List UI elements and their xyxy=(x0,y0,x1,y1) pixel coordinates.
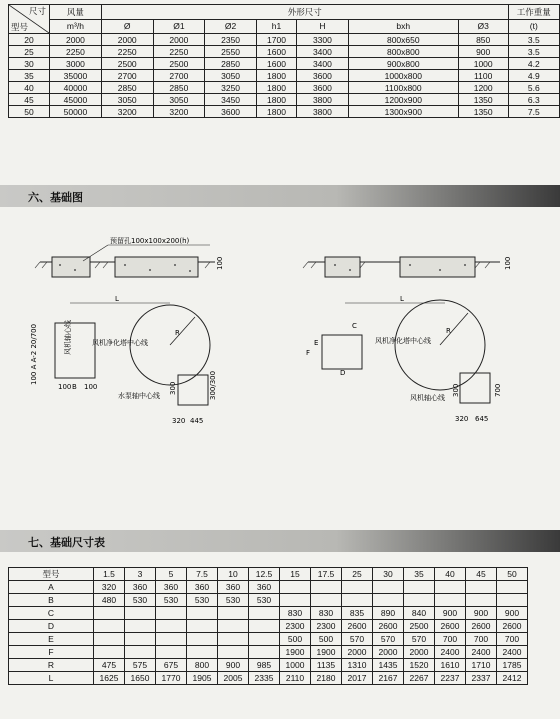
base-cell: 360 xyxy=(156,581,187,594)
base-cell: 890 xyxy=(373,607,404,620)
base-cell: 840 xyxy=(404,607,435,620)
base-cell: 1900 xyxy=(311,646,342,659)
base-cell: 500 xyxy=(280,633,311,646)
spec-cell: 1350 xyxy=(458,94,508,106)
base-cell: 530 xyxy=(156,594,187,607)
base-row xyxy=(9,659,528,672)
spec-row xyxy=(9,70,560,82)
base-cell xyxy=(404,581,435,594)
base-cell: 500 xyxy=(311,633,342,646)
spec-cell: 850 xyxy=(458,34,508,46)
base-row-name: F xyxy=(9,646,94,659)
base-cell: 900 xyxy=(435,607,466,620)
base-model-col: 15 xyxy=(280,568,311,581)
fan-axis-label: 风机轴心线 xyxy=(410,394,445,402)
base-cell: 2267 xyxy=(404,672,435,685)
airflow-label: 风量 xyxy=(50,5,102,20)
base-model-col: 35 xyxy=(404,568,435,581)
label-F: F xyxy=(306,349,311,357)
base-cell xyxy=(249,646,280,659)
base-cell: 800 xyxy=(187,659,218,672)
spec-cell: 2550 xyxy=(205,46,257,58)
base-model-col: 45 xyxy=(466,568,497,581)
base-cell: 2000 xyxy=(342,646,373,659)
spec-cell: 3200 xyxy=(101,106,153,118)
spec-cell: 1000x800 xyxy=(348,70,458,82)
base-cell xyxy=(280,581,311,594)
base-cell: 2600 xyxy=(435,620,466,633)
fan-axis-vertical-label: 风机轴心线 xyxy=(64,320,72,355)
label-C: C xyxy=(352,322,357,330)
base-cell xyxy=(187,646,218,659)
spec-row xyxy=(9,58,560,70)
base-cell xyxy=(342,581,373,594)
base-cell xyxy=(497,581,528,594)
label-E: E xyxy=(314,339,319,347)
spec-cell: 2000 xyxy=(101,34,153,46)
spec-cell: 25 xyxy=(9,46,50,58)
spec-cell: 3800 xyxy=(297,106,349,118)
spec-cell: 3200 xyxy=(153,106,205,118)
base-model-col: 5 xyxy=(156,568,187,581)
foundation-block-large xyxy=(115,257,198,277)
base-cell: 530 xyxy=(187,594,218,607)
base-cell: 1435 xyxy=(373,659,404,672)
section-bar xyxy=(0,185,560,207)
base-row xyxy=(9,581,528,594)
base-cell: 2400 xyxy=(497,646,528,659)
section-title-foundation-drawing: 六、基础图 xyxy=(28,191,83,204)
radius-line-right xyxy=(440,313,468,345)
spec-cell: 2250 xyxy=(50,46,102,58)
spec-cell: 35 xyxy=(9,70,50,82)
size-label: 尺寸 xyxy=(28,6,46,16)
spec-cell: 2700 xyxy=(153,70,205,82)
base-model-col: 1.5 xyxy=(94,568,125,581)
base-cell: 2017 xyxy=(342,672,373,685)
base-cell xyxy=(497,594,528,607)
base-cell xyxy=(404,594,435,607)
base-cell: 2600 xyxy=(497,620,528,633)
base-cell: 1650 xyxy=(125,672,156,685)
base-cell xyxy=(373,594,404,607)
spec-cell: 3400 xyxy=(297,46,349,58)
spec-cell: 2500 xyxy=(101,58,153,70)
spec-cell: 3400 xyxy=(297,58,349,70)
spec-cell: 2350 xyxy=(205,34,257,46)
pump-base-left xyxy=(178,375,208,405)
base-model-col: 7.5 xyxy=(187,568,218,581)
base-cell: 2237 xyxy=(435,672,466,685)
section-title-base-dims: 七、基础尺寸表 xyxy=(28,536,105,549)
spec-cell: 900 xyxy=(458,46,508,58)
spec-cell: 6.3 xyxy=(508,94,559,106)
base-cell xyxy=(249,607,280,620)
spec-cell: 3.5 xyxy=(508,34,559,46)
base-row-name: R xyxy=(9,659,94,672)
base-dimensions-table xyxy=(8,567,528,685)
spec-cell: 3050 xyxy=(101,94,153,106)
spec-cell: 3600 xyxy=(297,70,349,82)
label-R-right: R xyxy=(446,327,451,335)
base-row-name: L xyxy=(9,672,94,685)
base-cell xyxy=(249,620,280,633)
label-L-right: L xyxy=(400,295,404,303)
base-cell xyxy=(94,620,125,633)
base-cell xyxy=(94,607,125,620)
spec-cell: 1800 xyxy=(256,94,296,106)
size-model-header-cell xyxy=(9,5,50,34)
dim-100-left: 100 xyxy=(216,256,224,270)
base-cell xyxy=(466,581,497,594)
spec-cell: 2700 xyxy=(101,70,153,82)
spec-cell: 3.5 xyxy=(508,46,559,58)
base-cell xyxy=(249,633,280,646)
base-cell: 2600 xyxy=(342,620,373,633)
left-dim-bottom: 100 xyxy=(84,383,98,391)
base-cell: 1905 xyxy=(187,672,218,685)
base-cell: 1625 xyxy=(94,672,125,685)
dims-col: H xyxy=(297,19,349,34)
base-cell: 700 xyxy=(497,633,528,646)
spec-cell: 1100 xyxy=(458,70,508,82)
dims-col: Ø3 xyxy=(458,19,508,34)
dim-445-left: 445 xyxy=(190,417,204,425)
base-cell: 1900 xyxy=(280,646,311,659)
spec-cell: 40000 xyxy=(50,82,102,94)
base-row xyxy=(9,672,528,685)
base-cell: 985 xyxy=(249,659,280,672)
base-cell: 1770 xyxy=(156,672,187,685)
base-cell: 2400 xyxy=(435,646,466,659)
base-cell xyxy=(280,594,311,607)
spec-cell: 4.9 xyxy=(508,70,559,82)
spec-cell: 2850 xyxy=(153,82,205,94)
dim-300-b: 300/300 xyxy=(209,370,217,400)
base-row xyxy=(9,646,528,659)
base-cell xyxy=(94,646,125,659)
base-cell: 700 xyxy=(435,633,466,646)
base-cell xyxy=(156,620,187,633)
spec-cell: 2850 xyxy=(205,58,257,70)
base-cell: 570 xyxy=(342,633,373,646)
base-cell xyxy=(156,607,187,620)
base-cell xyxy=(218,607,249,620)
spec-cell: 3800 xyxy=(297,94,349,106)
dim-320-left: 320 xyxy=(172,417,186,425)
base-cell: 2167 xyxy=(373,672,404,685)
dims-col: Ø1 xyxy=(153,19,205,34)
dims-col: h1 xyxy=(256,19,296,34)
spec-cell: 35000 xyxy=(50,70,102,82)
spec-cell: 45000 xyxy=(50,94,102,106)
spec-row xyxy=(9,82,560,94)
base-cell: 2600 xyxy=(466,620,497,633)
weight-unit: (t) xyxy=(508,19,559,34)
spec-cell: 7.5 xyxy=(508,106,559,118)
dims-col: Ø2 xyxy=(205,19,257,34)
dim-700: 700 xyxy=(494,383,502,397)
base-cell: 475 xyxy=(94,659,125,672)
base-cell: 835 xyxy=(342,607,373,620)
base-cell: 570 xyxy=(404,633,435,646)
base-cell: 1610 xyxy=(435,659,466,672)
dims-col: Ø xyxy=(101,19,153,34)
pump-axis-label: 水泵轴中心线 xyxy=(118,392,160,400)
spec-cell: 3600 xyxy=(205,106,257,118)
radius-line-left xyxy=(170,317,195,345)
spec-cell: 1350 xyxy=(458,106,508,118)
base-cell: 2005 xyxy=(218,672,249,685)
base-cell xyxy=(125,607,156,620)
spec-cell: 2250 xyxy=(101,46,153,58)
dim-300-a: 300 xyxy=(169,381,177,395)
spec-cell: 1600 xyxy=(256,58,296,70)
base-cell: 530 xyxy=(218,594,249,607)
label-L-left: L xyxy=(115,295,119,303)
base-cell xyxy=(311,581,342,594)
base-cell: 2412 xyxy=(497,672,528,685)
weight-label: 工作重量 xyxy=(508,5,559,20)
base-row xyxy=(9,620,528,633)
spec-cell: 30 xyxy=(9,58,50,70)
spec-cell: 4.2 xyxy=(508,58,559,70)
left-dim-bottom: B xyxy=(72,383,77,391)
base-cell: 900 xyxy=(497,607,528,620)
base-cell: 1000 xyxy=(280,659,311,672)
spec-cell: 2250 xyxy=(153,46,205,58)
base-row-name: A xyxy=(9,581,94,594)
spec-cell: 5.6 xyxy=(508,82,559,94)
dim-320-right: 320 xyxy=(455,415,469,423)
spec-cell: 1800 xyxy=(256,70,296,82)
spec-cell: 1000 xyxy=(458,58,508,70)
base-model-col: 12.5 xyxy=(249,568,280,581)
hole-note: 预留孔100x100x200(h) xyxy=(110,237,190,245)
base-cell xyxy=(125,646,156,659)
base-cell xyxy=(435,594,466,607)
dim-100-right: 100 xyxy=(504,256,512,270)
base-row-name: B xyxy=(9,594,94,607)
fan-base-plan-right xyxy=(322,335,362,369)
base-cell: 2500 xyxy=(404,620,435,633)
base-cell xyxy=(373,581,404,594)
base-cell xyxy=(125,633,156,646)
base-cell: 2180 xyxy=(311,672,342,685)
spec-cell: 2500 xyxy=(153,58,205,70)
base-cell: 2000 xyxy=(373,646,404,659)
base-cell: 530 xyxy=(125,594,156,607)
spec-cell: 50 xyxy=(9,106,50,118)
base-cell xyxy=(187,620,218,633)
base-cell: 675 xyxy=(156,659,187,672)
base-cell: 2000 xyxy=(404,646,435,659)
spec-cell: 3050 xyxy=(153,94,205,106)
base-model-col: 50 xyxy=(497,568,528,581)
spec-cell: 2850 xyxy=(101,82,153,94)
spec-cell: 1200 xyxy=(458,82,508,94)
base-cell: 360 xyxy=(187,581,218,594)
spec-cell: 3600 xyxy=(297,82,349,94)
label-D: D xyxy=(340,369,346,377)
spec-cell: 20 xyxy=(9,34,50,46)
spec-cell: 1600 xyxy=(256,46,296,58)
base-row-name: E xyxy=(9,633,94,646)
fan-base-right xyxy=(460,373,490,403)
foundation-block-small-right xyxy=(325,257,360,277)
base-row-name: D xyxy=(9,620,94,633)
base-model-col: 3 xyxy=(125,568,156,581)
foundation-diagram xyxy=(0,225,560,435)
base-cell: 360 xyxy=(125,581,156,594)
spec-cell: 1100x800 xyxy=(348,82,458,94)
spec-cell: 45 xyxy=(9,94,50,106)
dim-645-right: 645 xyxy=(475,415,489,423)
base-cell xyxy=(218,646,249,659)
base-cell xyxy=(466,594,497,607)
base-cell: 2110 xyxy=(280,672,311,685)
center-line-label-left: 风机净化塔中心线 xyxy=(92,339,148,347)
spec-row xyxy=(9,46,560,58)
base-cell: 900 xyxy=(218,659,249,672)
spec-cell: 900x800 xyxy=(348,58,458,70)
base-cell: 1520 xyxy=(404,659,435,672)
base-cell: 2600 xyxy=(373,620,404,633)
base-model-col: 30 xyxy=(373,568,404,581)
center-line-label-right: 风机净化塔中心线 xyxy=(375,337,431,345)
base-cell: 320 xyxy=(94,581,125,594)
base-cell: 2337 xyxy=(466,672,497,685)
base-cell xyxy=(187,607,218,620)
base-cell xyxy=(125,620,156,633)
base-cell xyxy=(156,633,187,646)
spec-cell: 1700 xyxy=(256,34,296,46)
dims-label: 外形尺寸 xyxy=(101,5,508,20)
spec-cell: 1200x900 xyxy=(348,94,458,106)
base-cell xyxy=(311,594,342,607)
base-cell: 530 xyxy=(249,594,280,607)
left-dim-bottom: 100 xyxy=(58,383,72,391)
base-model-col: 10 xyxy=(218,568,249,581)
spec-cell: 800x800 xyxy=(348,46,458,58)
base-cell: 1785 xyxy=(497,659,528,672)
spec-cell: 50000 xyxy=(50,106,102,118)
spec-cell: 2000 xyxy=(50,34,102,46)
base-cell: 575 xyxy=(125,659,156,672)
spec-row xyxy=(9,34,560,46)
base-cell: 1135 xyxy=(311,659,342,672)
base-cell xyxy=(435,581,466,594)
spec-cell: 3300 xyxy=(297,34,349,46)
spec-cell: 1800 xyxy=(256,82,296,94)
spec-cell: 3000 xyxy=(50,58,102,70)
spec-cell: 40 xyxy=(9,82,50,94)
fan-base-plan-left xyxy=(55,323,95,378)
spec-cell: 3250 xyxy=(205,82,257,94)
spec-cell: 3050 xyxy=(205,70,257,82)
spec-table xyxy=(8,4,560,118)
base-cell xyxy=(218,633,249,646)
base-model-col: 40 xyxy=(435,568,466,581)
base-row xyxy=(9,607,528,620)
base-row xyxy=(9,594,528,607)
base-row-name: C xyxy=(9,607,94,620)
base-cell: 1710 xyxy=(466,659,497,672)
base-model-col: 25 xyxy=(342,568,373,581)
base-cell: 700 xyxy=(466,633,497,646)
spec-cell: 1800 xyxy=(256,106,296,118)
left-vertical-dims: 100 A A-2 20/700 xyxy=(30,323,38,385)
base-cell: 1310 xyxy=(342,659,373,672)
base-model-col: 17.5 xyxy=(311,568,342,581)
spec-cell: 2000 xyxy=(153,34,205,46)
spec-cell: 1300x900 xyxy=(348,106,458,118)
dims-col: bxh xyxy=(348,19,458,34)
spec-row xyxy=(9,94,560,106)
base-cell: 830 xyxy=(311,607,342,620)
base-cell: 570 xyxy=(373,633,404,646)
spec-cell: 800x650 xyxy=(348,34,458,46)
base-cell xyxy=(156,646,187,659)
base-cell xyxy=(187,633,218,646)
spec-cell: 3450 xyxy=(205,94,257,106)
base-cell xyxy=(94,633,125,646)
base-cell: 480 xyxy=(94,594,125,607)
base-cell: 2335 xyxy=(249,672,280,685)
hole-leader-line xyxy=(83,245,108,261)
model-label: 型号 xyxy=(11,22,29,32)
base-cell: 2300 xyxy=(280,620,311,633)
spec-row xyxy=(9,106,560,118)
base-cell: 2400 xyxy=(466,646,497,659)
base-cell xyxy=(342,594,373,607)
airflow-unit: m³/h xyxy=(50,19,102,34)
base-cell: 360 xyxy=(218,581,249,594)
base-cell: 830 xyxy=(280,607,311,620)
base-cell: 360 xyxy=(249,581,280,594)
base-cell xyxy=(218,620,249,633)
base-row xyxy=(9,633,528,646)
base-model-label: 型号 xyxy=(9,568,94,581)
foundation-block-large-right xyxy=(400,257,475,277)
base-cell: 900 xyxy=(466,607,497,620)
label-R-left: R xyxy=(175,329,180,337)
base-cell: 2300 xyxy=(311,620,342,633)
dim-300-c: 300 xyxy=(452,383,460,397)
